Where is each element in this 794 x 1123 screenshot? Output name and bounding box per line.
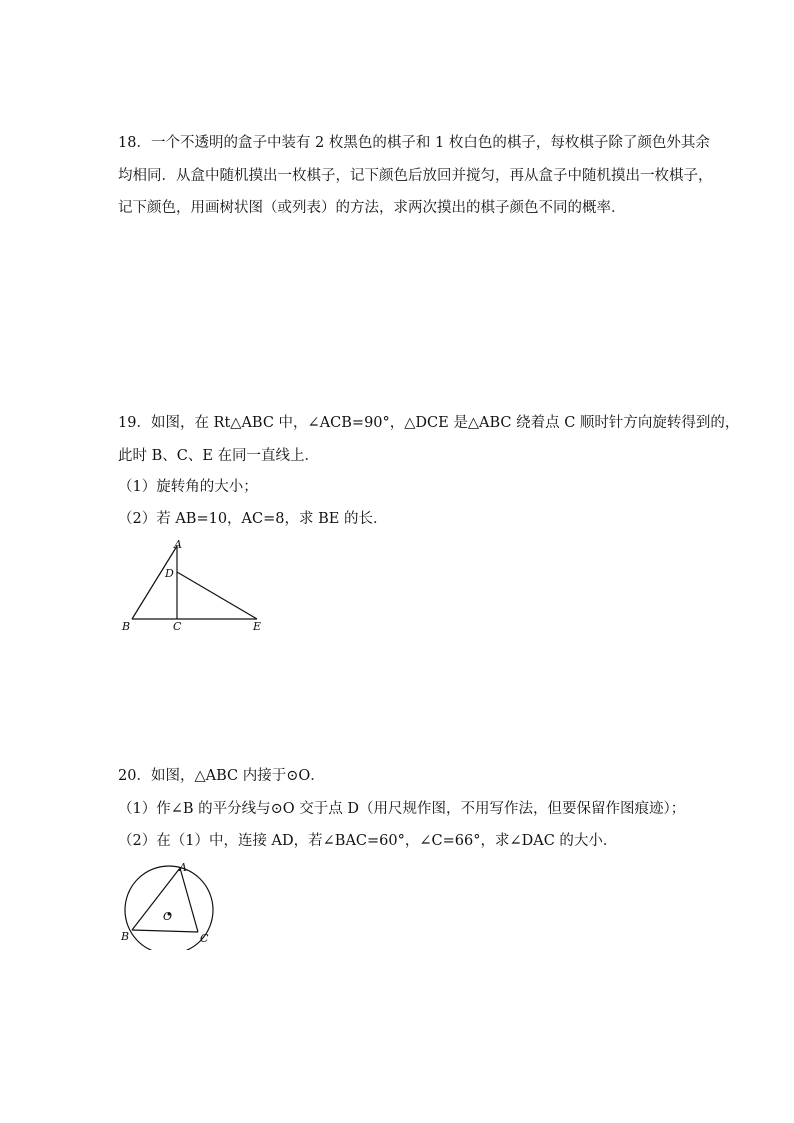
problem-20-part-1: （1）作∠B 的平分线与⊙O 交于点 D（用尺规作图，不用写作法，但要保留作图痕迹）；	[118, 801, 686, 817]
label-a: A	[179, 861, 187, 874]
problem-20-figure	[115, 860, 220, 950]
problem-19-part-1: （1）旋转角的大小；	[118, 479, 258, 495]
label-d: D	[165, 567, 174, 580]
segment-bc	[132, 930, 198, 932]
problem-18-line-2: 均相同．从盒中随机摸出一枚棋子，记下颜色后放回并搅匀，再从盒子中随机摸出一枚棋子，	[118, 168, 713, 184]
label-a: A	[174, 538, 182, 551]
label-b: B	[121, 930, 130, 943]
segment-ab	[132, 546, 177, 619]
label-b: B	[122, 620, 131, 633]
label-e: E	[253, 620, 262, 633]
problem-19-figure	[118, 537, 268, 637]
problem-18-line-1: 18．一个不透明的盒子中装有 2 枚黑色的棋子和 1 枚白色的棋子，每枚棋子除了颜色外其余	[118, 135, 710, 151]
problem-19-part-2: （2）若 AB=10，AC=8，求 BE 的长．	[118, 511, 388, 527]
label-c: C	[200, 932, 209, 945]
segment-ac	[180, 868, 198, 932]
problem-18-line-3: 记下颜色，用画树状图（或列表）的方法，求两次摸出的棋子颜色不同的概率．	[118, 200, 626, 216]
rotation-triangle-diagram	[118, 537, 268, 637]
label-c: C	[173, 620, 182, 633]
segment-de	[177, 572, 257, 619]
problem-20-part-2: （2）在（1）中，连接 AD，若∠BAC=60°，∠C=66°，求∠DAC 的大小．	[118, 833, 618, 849]
problem-19-line-1: 19．如图，在 Rt△ABC 中，∠ACB=90°，△DCE 是△ABC 绕着点 C 顺时针方向旋转得到的，	[118, 415, 740, 431]
inscribed-triangle-diagram	[115, 860, 220, 950]
label-o: O	[163, 910, 173, 923]
problem-19-line-2: 此时 B、C、E 在同一直线上．	[118, 448, 320, 464]
problem-20-line-1: 20．如图，△ABC 内接于⊙O．	[118, 768, 325, 784]
